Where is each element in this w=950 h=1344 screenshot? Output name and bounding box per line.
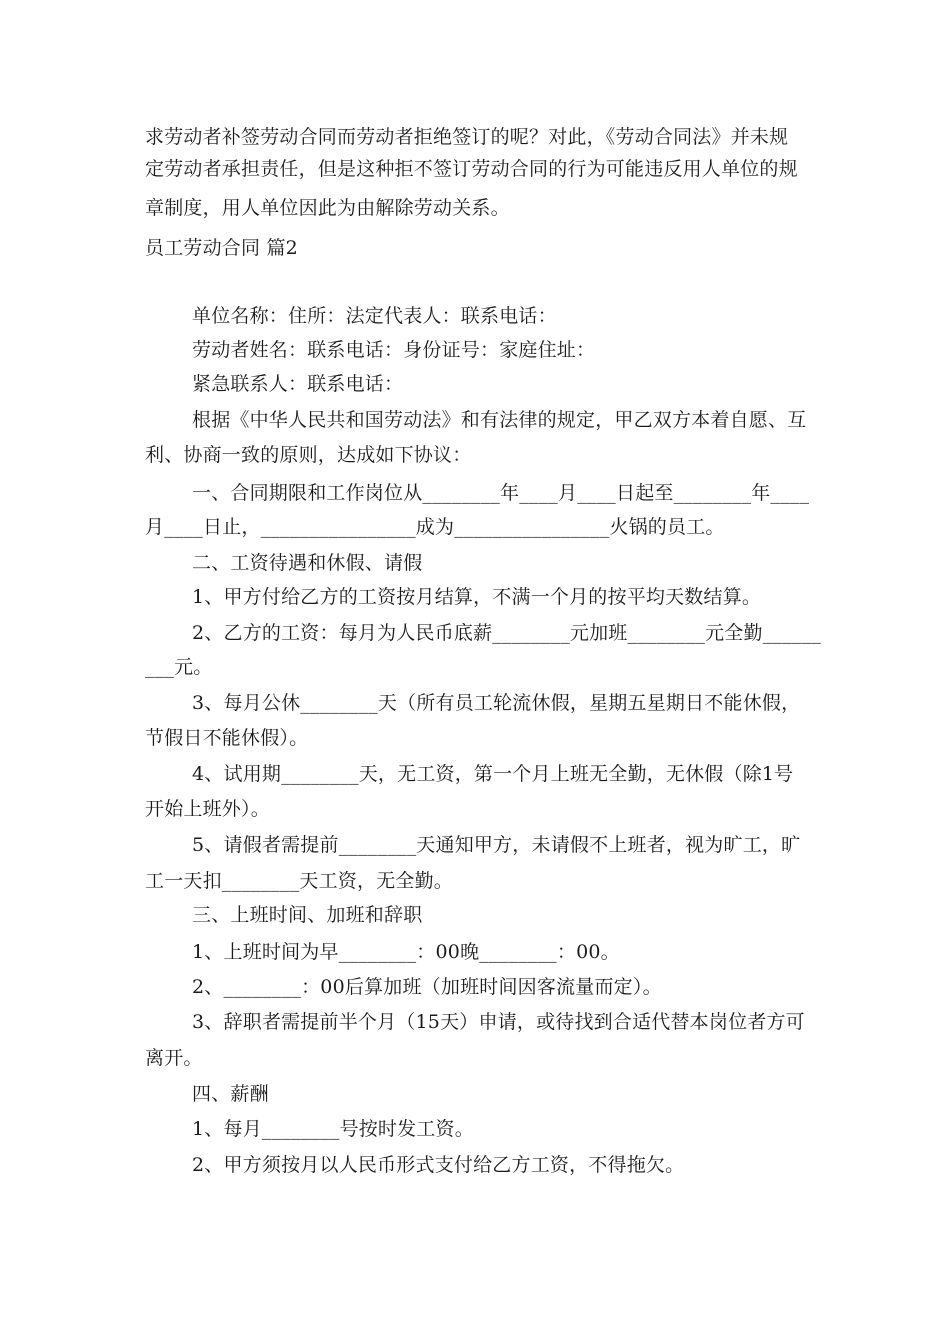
intro-line: 定劳动者承担责任，但是这种拒不签订劳动合同的行为可能违反用人单位的规	[145, 158, 798, 180]
paragraph-line: 工一天扣________天工资，无全勤。	[145, 870, 454, 892]
paragraph-line: 劳动者姓名：联系电话：身份证号：家庭住址：	[192, 339, 596, 361]
paragraph-line: 紧急联系人：联系电话：	[192, 373, 404, 395]
paragraph-line: 3、每月公休________天（所有员工轮流休假，星期五星期日不能休假，	[192, 692, 801, 714]
paragraph-line: 一、合同期限和工作岗位从________年____月____日起至________年____	[192, 482, 810, 504]
paragraph-line: 5、请假者需提前________天通知甲方，未请假不上班者，视为旷工，旷	[192, 834, 801, 856]
paragraph-line: 1、上班时间为早________：00晚________：00。	[192, 941, 620, 963]
paragraph-line: 2、乙方的工资：每月为人民币底薪________元加班________元全勤______	[192, 622, 821, 644]
paragraph-line: 离开。	[145, 1047, 203, 1069]
paragraph-line: 1、甲方付给乙方的工资按月结算，不满一个月的按平均天数结算。	[192, 586, 762, 608]
paragraph-line: 二、工资待遇和休假、请假	[192, 552, 423, 574]
paragraph-line: 3、辞职者需提前半个月（15天）申请，或待找到合适代替本岗位者方可	[192, 1011, 805, 1033]
paragraph-line: 四、薪酬	[192, 1083, 269, 1105]
paragraph-line: 月____日止，________________成为________________火锅的员工。	[145, 516, 725, 538]
paragraph-line: 单位名称：住所：法定代表人：联系电话：	[192, 305, 557, 327]
intro-line: 求劳动者补签劳动合同而劳动者拒绝签订的呢？对此，《劳动合同法》并未规	[145, 126, 789, 148]
paragraph-line: 三、上班时间、加班和辞职	[192, 904, 423, 926]
intro-line: 章制度，用人单位因此为由解除劳动关系。	[145, 197, 510, 219]
paragraph-line: 1、每月________号按时发工资。	[192, 1118, 474, 1140]
section-title: 员工劳动合同 篇2	[145, 237, 298, 259]
paragraph-line: 2、甲方须按月以人民币形式支付给乙方工资，不得拖欠。	[192, 1154, 685, 1176]
paragraph-line: 开始上班外）。	[145, 798, 270, 820]
paragraph-line: 根据《中华人民共和国劳动法》和有法律的规定，甲乙双方本着自愿、互	[192, 409, 807, 431]
paragraph-line: 4、试用期________天，无工资，第一个月上班无全勤，无休假（除1号	[192, 763, 794, 785]
paragraph-line: 利、协商一致的原则，达成如下协议：	[145, 444, 472, 466]
paragraph-line: ___元。	[145, 656, 213, 678]
paragraph-line: 节假日不能休假）。	[145, 727, 309, 749]
paragraph-line: 2、________：00后算加班（加班时间因客流量而定）。	[192, 976, 662, 998]
